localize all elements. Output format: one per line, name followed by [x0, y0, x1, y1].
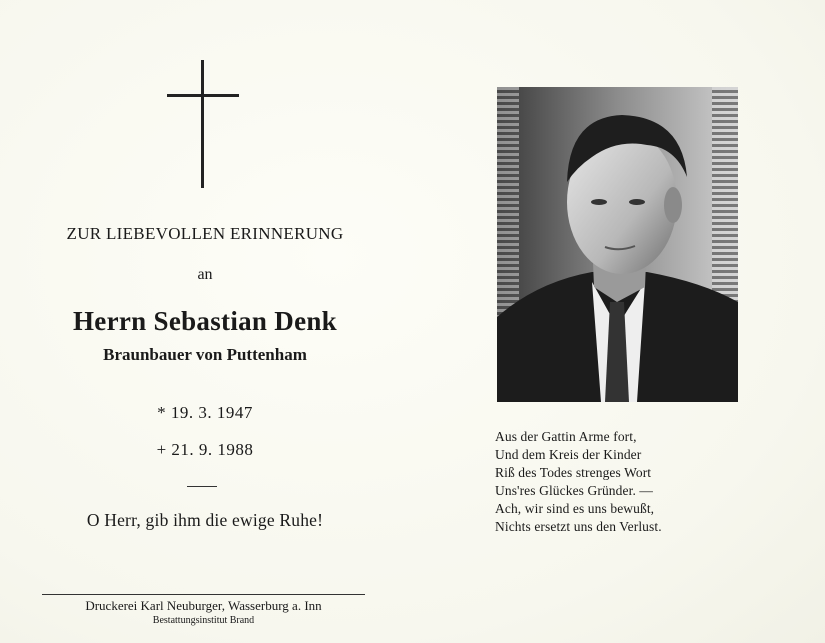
poem — [495, 428, 805, 536]
poem-line: Riß des Todes strenges Wort — [495, 465, 652, 480]
portrait-image — [497, 87, 738, 402]
deceased-name: Herrn Sebastian Denk — [72, 306, 338, 336]
preposition: an — [197, 266, 213, 283]
cross-icon — [201, 60, 204, 188]
poem-line: Ach, wir sind es uns bewußt, — [495, 501, 655, 516]
poem-line: Aus der Gattin Arme fort, — [495, 429, 637, 444]
divider — [187, 486, 217, 487]
memory-heading: ZUR LIEBEVOLLEN ERINNERUNG — [66, 224, 344, 243]
portrait-photo — [497, 87, 738, 402]
poem-line: Nichts ersetzt uns den Verlust. — [495, 519, 662, 534]
prayer: O Herr, gib ihm die ewige Ruhe! — [86, 510, 324, 530]
deceased-subtitle: Braunbauer von Puttenham — [103, 345, 307, 364]
printer-divider — [42, 594, 365, 595]
left-panel — [0, 0, 410, 643]
poem-line: Und dem Kreis der Kinder — [495, 447, 642, 462]
printer-credit: Druckerei Karl Neuburger, Wasserburg a. Inn — [85, 598, 322, 613]
funeral-home-credit: Bestattungsinstitut Brand — [152, 615, 255, 626]
birth-date: * 19. 3. 1947 — [157, 403, 253, 422]
poem-line: Uns'res Glückes Gründer. — — [495, 483, 654, 498]
death-date: + 21. 9. 1988 — [156, 440, 254, 459]
cross-icon-bar — [167, 94, 239, 97]
